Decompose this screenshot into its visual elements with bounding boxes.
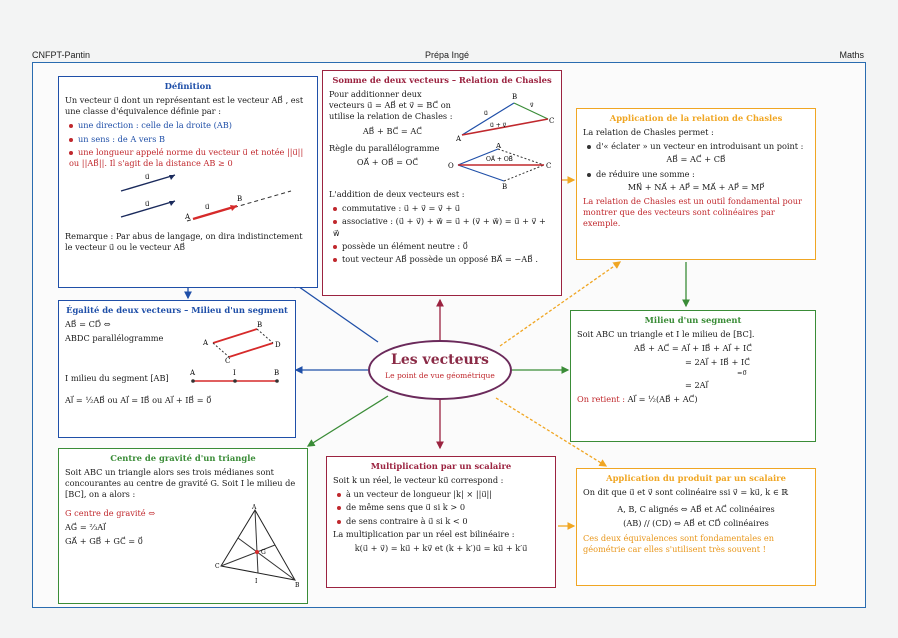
svg-text:B: B	[257, 321, 263, 330]
svg-text:B: B	[511, 93, 518, 102]
addition-prop-text: possède un élément neutre : 0⃗	[342, 240, 468, 251]
bullet-icon	[587, 145, 591, 149]
central-topic	[368, 340, 512, 400]
svg-text:A: A	[190, 369, 196, 378]
app-chasles-title: Application de la relation de Chasles	[609, 113, 783, 123]
gravite-title: Centre de gravité d'un triangle	[110, 453, 256, 463]
chasles-title: Somme de deux vecteurs – Relation de Chasles	[332, 75, 552, 85]
svg-text:I: I	[233, 369, 236, 378]
addition-prop	[333, 216, 555, 238]
definition-bullet	[69, 120, 311, 131]
egalite-milieu-formula: AI⃗ = ½AB⃗ ou AI⃗ = IB⃗ ou AI⃗ + IB⃗ = 0⃗	[65, 395, 212, 406]
bullet-icon	[333, 258, 337, 262]
svg-text:G: G	[261, 548, 266, 556]
header-center: Prépa Ingé	[425, 50, 470, 60]
scalaire-bullet	[337, 489, 549, 500]
bullet-icon	[333, 207, 337, 211]
addition-prop	[333, 203, 555, 214]
milieu-title: Milieu d'un segment	[644, 315, 742, 325]
definition-bullet-text: une direction : celle de la droite (AB)	[78, 120, 232, 131]
svg-text:v⃗: v⃗	[529, 102, 534, 110]
parallelogram-formula: OA⃗ + OB⃗ = OC⃗	[356, 157, 419, 168]
app-chasles-bullet	[587, 169, 809, 180]
scalaire-bullet-text: de sens contraire à u⃗ si k < 0	[346, 515, 468, 526]
app-chasles-bullet-text: de réduire une somme :	[596, 168, 695, 179]
scalaire-bullet-text: à un vecteur de longueur |k| × ||u⃗||	[346, 489, 493, 500]
gravite-box	[58, 448, 308, 604]
egalite-parallelogram: ABDC parallélogramme	[65, 333, 164, 344]
milieu-retient-formula: AI⃗ = ½(AB⃗ + AC⃗)	[627, 394, 698, 405]
svg-text:u⃗: u⃗	[145, 172, 150, 181]
milieu-line3: = 2AI⃗	[685, 380, 708, 391]
header-left: CNFPT-Pantin	[32, 50, 91, 60]
app-chasles-note: La relation de Chasles est un outil fondamental pour montrer que des vecteurs sont colinéaires par exemple.	[583, 195, 802, 228]
scalaire-bullet-text: de même sens que u⃗ si k > 0	[346, 502, 466, 513]
addition-prop-text: tout vecteur AB⃗ possède un opposé BA⃗ = −AB⃗ .	[342, 253, 539, 264]
svg-text:A: A	[185, 212, 191, 221]
svg-text:I: I	[255, 577, 258, 585]
app-scalaire-line: A, B, C alignés ⇔ AB⃗ et AC⃗ colinéaires	[617, 504, 775, 515]
svg-text:u⃗: u⃗	[145, 199, 150, 208]
definition-bullet	[69, 134, 311, 145]
svg-text:C: C	[548, 117, 555, 126]
definition-box	[58, 76, 318, 288]
scalaire-bullet	[337, 502, 549, 513]
addition-title: L'addition de deux vecteurs est :	[329, 189, 465, 200]
milieu-box	[570, 310, 816, 442]
app-scalaire-line: (AB) // (CD) ⇔ AB⃗ et CD⃗ colinéaires	[623, 518, 769, 529]
egalite-figure	[197, 319, 287, 363]
svg-text:A: A	[252, 503, 257, 511]
chasles-formula: AB⃗ + BC⃗ = AC⃗	[362, 125, 423, 136]
scalaire-formula: k(u⃗ + v⃗) = ku⃗ + kv⃗ et (k + k′)u⃗ = ku⃗ + k′u⃗	[354, 542, 528, 553]
vector-classes-figure	[65, 171, 311, 231]
addition-prop	[333, 241, 555, 252]
egalite-formula: AB⃗ = CD⃗ ⇔	[65, 319, 111, 330]
definition-bullet-text: une longueur appelé norme du vecteur u⃗ et notée ||u⃗|| ou ||AB⃗||. Il s'agit de la distance AB ≥ 0	[69, 146, 304, 168]
svg-text:u⃗: u⃗	[483, 110, 488, 118]
svg-text:u⃗: u⃗	[205, 202, 210, 211]
app-chasles-bullet-text: d'« éclater » un vecteur en introduisant un point :	[596, 141, 804, 152]
egalite-milieu: I milieu du segment [AB]	[65, 372, 169, 383]
svg-text:OA⃗ + OB⃗: OA⃗ + OB⃗	[485, 156, 513, 164]
gravite-formula: AG⃗ = ⅔AI⃗	[65, 521, 106, 532]
svg-text:C: C	[215, 562, 220, 570]
gravite-label: G centre de gravité ⇔	[65, 507, 156, 518]
parallelogram-label: Règle du parallélogramme	[329, 143, 440, 154]
svg-text:B: B	[237, 194, 243, 203]
chasles-triangle-figure	[456, 89, 555, 143]
svg-text:A: A	[495, 143, 502, 151]
svg-text:B: B	[501, 183, 508, 190]
svg-text:C: C	[545, 162, 552, 171]
header-right: Maths	[839, 50, 864, 60]
egalite-title: Égalité de deux vecteurs – Milieu d'un segment	[66, 305, 288, 315]
central-subtitle: Le point de vue géométrique	[385, 371, 495, 380]
app-chasles-bullet	[587, 141, 809, 152]
definition-remark	[65, 231, 311, 253]
bullet-icon	[337, 520, 341, 524]
milieu-line1: AB⃗ + AC⃗ = AI⃗ + IB⃗ + AI⃗ + IC⃗	[634, 343, 752, 354]
addition-prop-text: commutative : u⃗ + v⃗ = v⃗ + u⃗	[342, 203, 461, 214]
scalaire-bullet	[337, 516, 549, 527]
gravite-formula: GA⃗ + GB⃗ + GC⃗ = 0⃗	[65, 535, 143, 546]
chasles-intro: Pour additionner deux vecteurs u⃗ = AB⃗ et v⃗ = BC⃗ on utilise la relation de Chasles :	[329, 89, 453, 122]
bullet-icon	[587, 173, 591, 177]
bullet-icon	[69, 151, 73, 155]
svg-text:A: A	[203, 339, 209, 348]
bullet-icon	[333, 220, 337, 224]
milieu-retient-label: On retient :	[577, 394, 626, 405]
parallelogram-figure	[446, 143, 555, 189]
scalaire-bilinear: La multiplication par un réel est bilinéaire :	[333, 528, 515, 539]
svg-text:B: B	[274, 369, 280, 378]
svg-text:O: O	[447, 162, 454, 171]
svg-text:B: B	[295, 581, 300, 588]
app-chasles-box	[576, 108, 816, 260]
milieu-intro: Soit ABC un triangle et I le milieu de [BC].	[577, 329, 755, 340]
svg-text:D: D	[275, 341, 281, 350]
app-chasles-formula: MN⃗ + NA⃗ + AP⃗ = MA⃗ + AP⃗ = MP⃗	[627, 181, 765, 192]
addition-prop	[333, 254, 555, 265]
bullet-icon	[69, 124, 73, 128]
definition-title: Définition	[164, 81, 212, 91]
chasles-box	[322, 70, 562, 296]
milieu-retient	[577, 394, 809, 405]
svg-text:C: C	[225, 357, 231, 364]
addition-prop-text: associative : (u⃗ + v⃗) + w⃗ = u⃗ + (v⃗ + w⃗) = u⃗ + v⃗ + w⃗	[333, 216, 546, 238]
definition-remark-text: Remarque : Par abus de langage, on dira indistinctement le vecteur u⃗ ou le vecteur AB⃗	[65, 230, 303, 252]
svg-text:A: A	[455, 135, 461, 144]
app-scalaire-note: Ces deux équivalences sont fondamentales en géométrie car elles s'utilisent très souvent !	[583, 532, 775, 554]
definition-intro: Un vecteur u⃗ dont un représentant est le vecteur AB⃗ , est une classe d'équivalence définie par :	[65, 95, 304, 117]
scalaire-title: Multiplication par un scalaire	[370, 461, 512, 471]
bullet-icon	[337, 493, 341, 497]
definition-bullet	[69, 147, 311, 169]
milieu-line2-brace: =0⃗	[737, 368, 747, 377]
definition-bullet-text: un sens : de A vers B	[78, 133, 166, 144]
app-chasles-formula: AB⃗ = AC⃗ + CB⃗	[666, 154, 726, 165]
gravite-intro: Soit ABC un triangle alors ses trois médianes sont concourantes au centre de gravité G. Soit I le milieu de [BC], on a alors :	[65, 467, 296, 500]
central-title: Les vecteurs	[391, 352, 489, 368]
scalaire-intro: Soit k un réel, le vecteur ku⃗ correspond :	[333, 475, 504, 486]
app-chasles-intro: La relation de Chasles permet :	[583, 127, 714, 138]
app-scalaire-intro: On dit que u⃗ et v⃗ sont colinéaire ssi v⃗ = ku⃗, k ∈ ℝ	[583, 487, 789, 498]
milieu-line2: = 2AI⃗ + IB⃗ + IC⃗	[685, 357, 750, 368]
bullet-icon	[333, 245, 337, 249]
app-scalaire-title: Application du produit par un scalaire	[606, 473, 786, 483]
egalite-box	[58, 300, 296, 438]
bullet-icon	[69, 138, 73, 142]
triangle-figure	[215, 504, 301, 588]
bullet-icon	[337, 506, 341, 510]
scalaire-box	[326, 456, 556, 588]
segment-figure	[185, 367, 285, 389]
svg-text:u⃗ + v⃗: u⃗ + v⃗	[489, 122, 507, 130]
app-scalaire-box	[576, 468, 816, 586]
